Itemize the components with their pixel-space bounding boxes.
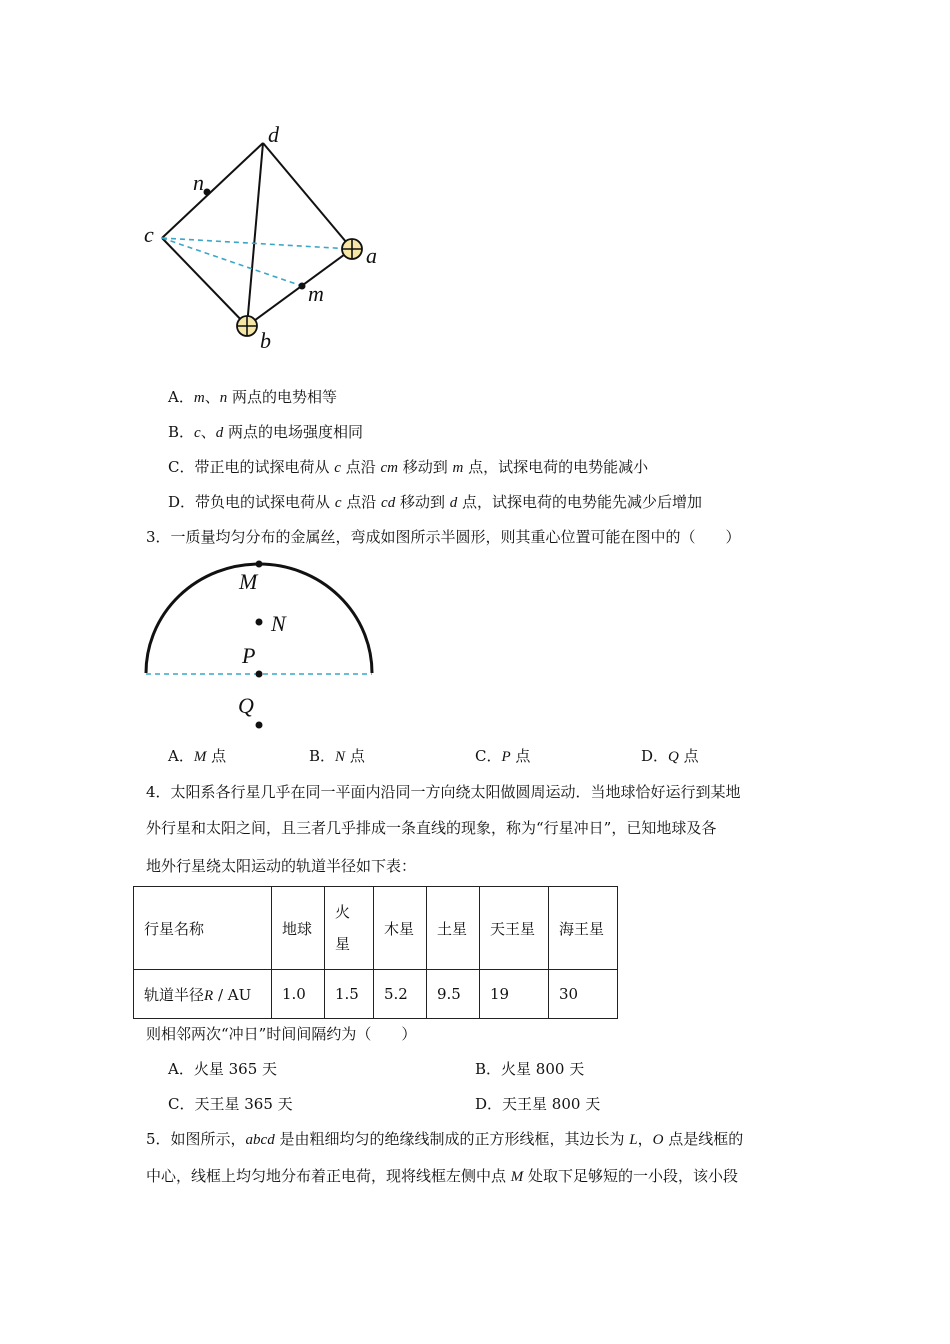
table-cell: 9.5 (427, 970, 480, 1019)
label-P: P (242, 643, 256, 668)
option-letter: A． (168, 747, 194, 765)
italic-symbol: Q (668, 749, 679, 765)
option-letter: B． (475, 1060, 502, 1078)
table-header-name: 行星名称 (134, 887, 272, 970)
option-letter: D． (168, 493, 196, 511)
italic-symbol: P (501, 749, 511, 765)
italic-symbol: d (215, 425, 224, 441)
table-header-jupiter: 木星 (374, 887, 427, 970)
table-header-saturn: 土星 (427, 887, 480, 970)
option-letter: C． (168, 1095, 195, 1113)
mars-line-2: 星 (335, 935, 351, 953)
italic-symbol: d (449, 495, 458, 511)
italic-symbol: n (219, 390, 228, 406)
table-row (134, 887, 618, 970)
q4-stem-line3: 地外行星绕太阳运动的轨道半径如下表： (146, 857, 417, 875)
text-run: 点，试探电荷的电势能减小 (463, 458, 649, 476)
row-label-text: 轨道半径 (144, 985, 205, 1004)
table-cell: 1.5 (325, 970, 374, 1019)
q2-option-d (168, 492, 702, 513)
option-text: 火星 800 天 (501, 1060, 585, 1078)
label-N: N (271, 611, 286, 636)
option-letter: B． (168, 423, 195, 441)
text-run: 点 (678, 747, 699, 765)
option-letter: D． (475, 1095, 503, 1113)
text-run: 点沿 (341, 493, 382, 511)
text-run: 点是线框的 (663, 1130, 744, 1148)
italic-symbol: cd (381, 495, 396, 511)
table-cell: 19 (480, 970, 549, 1019)
option-text: 天王星 800 天 (502, 1095, 601, 1113)
label-m: m (308, 281, 324, 306)
charge-a-icon (342, 239, 362, 259)
label-M: M (239, 569, 258, 594)
text-run: 移动到 (395, 493, 450, 511)
text-run: 两点的电势相等 (227, 388, 337, 406)
q4-question: 则相邻两次“冲日”时间间隔约为（ ） (146, 1025, 417, 1043)
text-run: 两点的电场强度相同 (223, 423, 363, 441)
q3-option-c (475, 746, 530, 767)
table-header-earth: 地球 (272, 887, 325, 970)
label-a: a (366, 243, 377, 268)
q3-option-d (641, 746, 699, 767)
row-label-symbol: R (204, 987, 214, 1004)
q2-option-a (168, 387, 337, 408)
option-text: 天王星 365 天 (194, 1095, 293, 1113)
text-run: 移动到 (397, 458, 453, 476)
italic-symbol: M (510, 1169, 524, 1185)
option-text: 火星 365 天 (193, 1060, 278, 1078)
label-b: b (260, 328, 271, 353)
q4-option-c (168, 1094, 293, 1114)
table-header-uranus: 天王星 (480, 887, 549, 970)
text-run: 、 (200, 423, 216, 441)
row-label-unit: / AU (213, 985, 252, 1004)
text-run: 点 (510, 747, 531, 765)
label-c: c (144, 222, 154, 247)
italic-symbol: c (194, 425, 201, 441)
option-letter: A． (168, 388, 194, 406)
q5-stem-line2 (146, 1166, 738, 1187)
mars-line-1: 火 (335, 903, 351, 921)
text-run: 点，试探电荷的电势能先减少后增加 (457, 493, 703, 511)
table-cell: 30 (549, 970, 618, 1019)
table-cell: 1.0 (272, 970, 325, 1019)
q2-option-c (168, 457, 648, 478)
point-Q (256, 722, 263, 729)
figure-semicircle (140, 555, 390, 740)
table-cell: 5.2 (374, 970, 427, 1019)
point-n (204, 189, 211, 196)
q3-option-a (168, 746, 226, 767)
text-run: 点 (345, 747, 365, 765)
q3-stem: 3．一质量均匀分布的金属丝，弯成如图所示半圆形，则其重心位置可能在图中的（ ） (146, 528, 741, 546)
italic-symbol: cm (380, 460, 398, 476)
q4-option-b (475, 1059, 584, 1079)
option-letter: A． (168, 1060, 194, 1078)
point-m (299, 283, 306, 290)
point-M (256, 561, 263, 568)
option-letter: C． (168, 458, 195, 476)
option-letter: D． (641, 747, 669, 765)
italic-symbol: abcd (245, 1132, 275, 1148)
italic-symbol: L (629, 1132, 638, 1148)
q5-stem-line1 (146, 1129, 743, 1150)
table-header-neptune: 海王星 (549, 887, 618, 970)
label-Q: Q (238, 693, 254, 718)
point-P (256, 671, 263, 678)
table-header-mars (325, 887, 374, 970)
label-d: d (268, 122, 279, 147)
q4-option-a (168, 1059, 277, 1079)
charge-b-icon (237, 316, 257, 336)
italic-symbol: c (334, 495, 342, 511)
option-letter: C． (475, 747, 502, 765)
italic-symbol: m (193, 390, 205, 406)
q4-option-d (475, 1094, 600, 1114)
text-run: 点沿 (340, 458, 381, 476)
text-run: 、 (204, 388, 220, 406)
text-run: 带负电的试探电荷从 (195, 493, 335, 511)
text-run: 带正电的试探电荷从 (194, 458, 335, 476)
text-run: 点 (206, 747, 227, 765)
italic-symbol: M (193, 749, 207, 765)
planet-orbit-table (133, 886, 618, 1019)
italic-symbol: c (334, 460, 341, 476)
text-run: 5．如图所示， (146, 1130, 246, 1148)
table-row (134, 970, 618, 1019)
figure-charges (140, 118, 400, 358)
text-run: 中心，线框上均匀地分布着正电荷，现将线框左侧中点 (146, 1167, 511, 1185)
italic-symbol: m (452, 460, 464, 476)
italic-symbol: N (335, 749, 346, 765)
italic-symbol: O (652, 1132, 664, 1148)
q2-option-b (168, 422, 363, 443)
point-N (256, 619, 263, 626)
text-run: 处取下足够短的一小段，该小段 (523, 1167, 739, 1185)
label-n: n (193, 170, 204, 195)
option-letter: B． (309, 747, 336, 765)
q4-stem-line2: 外行星和太阳之间，且三者几乎排成一条直线的现象，称为“行星冲日”，已知地球及各 (146, 819, 717, 837)
q4-stem-line1: 4．太阳系各行星几乎在同一平面内沿同一方向绕太阳做圆周运动．当地球恰好运行到某地 (146, 783, 741, 801)
table-row-label (134, 970, 272, 1019)
text-run: 是由粗细均匀的绝缘线制成的正方形线框，其边长为 (274, 1130, 630, 1148)
q3-option-b (309, 746, 365, 767)
text-run: ， (637, 1130, 653, 1148)
